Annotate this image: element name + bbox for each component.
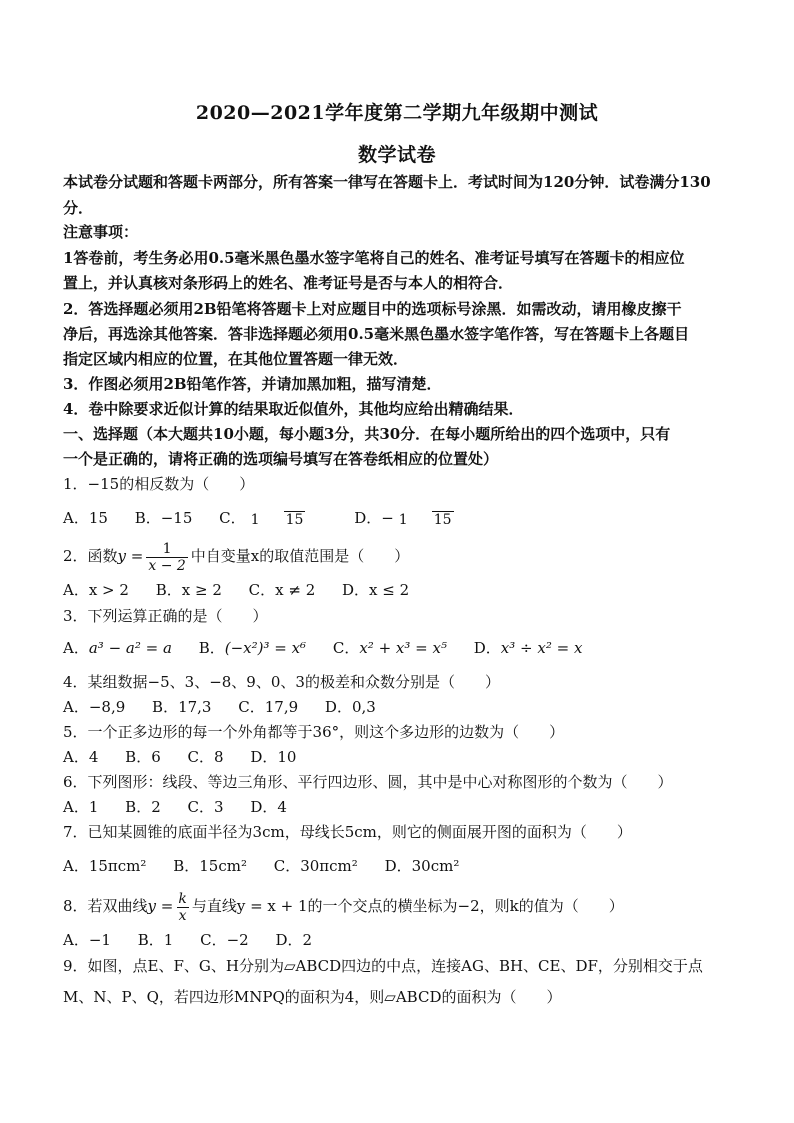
q2-option-c: C．x ≠ 2 <box>248 581 316 599</box>
exam-subtitle: 数学试卷 <box>357 144 436 166</box>
note-2b: 净后，再选涂其他答案．答非选择题必须用0.5毫米黑色墨水签字笔作答，写在答题卡上各题目 <box>63 325 690 343</box>
q1-option-a: A．15 <box>63 509 108 527</box>
section-1-line-1: 一、选择题（本大题共10小题，每小题3分，共30分．在每小题所给出的四个选项中，只有 <box>63 425 671 443</box>
q8-option-a: A．−1 <box>63 931 111 949</box>
q2-stem <box>63 538 409 574</box>
q3-option-c-label: C． <box>332 639 360 657</box>
note-2a: 2．答选择题必须用2B铅笔将答题卡上对应题目中的选项标号涂黑．如需改动，请用橡皮擦干 <box>63 300 682 318</box>
q8-option-c: C．−2 <box>200 931 249 949</box>
q1-option-d-numerator: 1 <box>398 511 408 528</box>
q7-stem: 7．已知某圆锥的底面半径为3cm，母线长5cm，则它的侧面展开图的面积为（ ） <box>63 823 632 841</box>
note-4: 4．卷中除要求近似计算的结果取近似值外，其他均应给出精确结果． <box>63 400 524 418</box>
q5-option-a: A．4 <box>63 748 99 766</box>
q2-numerator: 1 <box>162 540 172 557</box>
q8-y-eq: y = <box>147 897 174 915</box>
q4-option-d: D．0,3 <box>324 698 376 716</box>
q1-option-d <box>354 500 475 536</box>
q2-fraction <box>146 541 187 574</box>
q1-option-d-denominator: 15 <box>433 511 452 528</box>
q4-option-b: B．17,3 <box>152 698 212 716</box>
q8-option-b: B．1 <box>137 931 174 949</box>
q2-option-d: D．x ≤ 2 <box>342 581 410 599</box>
q8-pre: 8．若双曲线 <box>63 897 148 915</box>
q8-post: 与直线y = x + 1的一个交点的横坐标为−2，则k的值为（ ） <box>191 897 624 915</box>
q3-options <box>63 638 604 658</box>
q1-stem: 1．−15的相反数为（ ） <box>63 475 255 493</box>
q3-option-a <box>63 638 172 658</box>
q5-stem: 5．一个正多边形的每一个外角都等于36°，则这个多边形的边数为（ ） <box>63 723 565 741</box>
q9-line-1: 9．如图，点E、F、G、H分别为▱ABCD四边的中点，连接AG、BH、CE、DF，分别相交于点 <box>63 957 703 975</box>
notes-heading: 注意事项： <box>63 223 139 241</box>
q3-option-b-label: B． <box>198 639 225 657</box>
q7-option-b: B．15cm² <box>173 857 247 875</box>
q1-option-d-fraction <box>397 511 476 528</box>
q4-options <box>63 697 398 717</box>
q5-options <box>63 747 318 767</box>
q7-option-c: C．30πcm² <box>273 857 358 875</box>
q4-option-a: A．−8,9 <box>63 698 126 716</box>
q8-numerator: k <box>178 890 187 907</box>
q3-option-b-expr: (−x²)³ = x⁶ <box>224 639 307 657</box>
section-1-line-2: 一个是正确的，请将正确的选项编号填写在答卷纸相应的位置处） <box>63 450 499 468</box>
q2-option-a: A．x > 2 <box>63 581 129 599</box>
q6-option-c: C．3 <box>187 798 224 816</box>
note-1a: 1答卷前，考生务必用0.5毫米黑色墨水签字笔将自己的姓名、准考证号填写在答题卡的相应位 <box>63 249 685 267</box>
q1-option-c-fraction <box>249 511 328 528</box>
q2-options <box>63 580 431 600</box>
q1-option-d-label: D．− <box>354 509 394 527</box>
q8-options <box>63 930 334 950</box>
q2-pre: 2．函数 <box>63 547 118 565</box>
q5-option-c: C．8 <box>187 748 224 766</box>
q3-option-c <box>333 638 447 658</box>
q1-option-c-label: C． <box>219 509 246 527</box>
q4-stem: 4．某组数据−5、3、−8、9、0、3的极差和众数分别是（ ） <box>63 673 500 691</box>
q1-options <box>63 500 498 536</box>
note-3: 3．作图必须用2B铅笔作答，并请加黑加粗，描写清楚． <box>63 375 442 393</box>
q2-post: 中自变量x的取值范围是（ ） <box>190 547 410 565</box>
q1-option-c <box>219 500 327 536</box>
q1-option-b: B．−15 <box>134 509 193 527</box>
intro-line-2: 分． <box>63 199 94 217</box>
q6-option-d: D．4 <box>250 798 287 816</box>
q7-option-d: D．30cm² <box>384 857 460 875</box>
q3-option-d-expr: x³ ÷ x² = x <box>500 639 583 657</box>
q1-option-c-denominator: 15 <box>285 511 304 528</box>
q3-option-d-label: D． <box>473 639 501 657</box>
q3-option-d <box>474 638 583 658</box>
q8-fraction <box>176 891 188 924</box>
q2-option-b: B．x ≥ 2 <box>155 581 222 599</box>
q5-option-d: D．10 <box>250 748 297 766</box>
q8-stem <box>63 888 624 924</box>
q8-option-d: D．2 <box>275 931 313 949</box>
q4-option-c: C．17,9 <box>238 698 299 716</box>
exam-title: 2020—2021学年度第二学期九年级期中测试 <box>195 102 599 124</box>
q3-option-a-expr: a³ − a² = a <box>88 639 172 657</box>
q6-option-a: A．1 <box>63 798 99 816</box>
q1-option-c-numerator: 1 <box>250 511 260 528</box>
q3-option-c-expr: x² + x³ = x⁵ <box>359 639 447 657</box>
q2-y-eq: y = <box>117 547 144 565</box>
note-1b: 置上，并认真核对条形码上的姓名、准考证号是否与本人的相符合． <box>63 274 514 292</box>
intro-line-1: 本试卷分试题和答题卡两部分，所有答案一律写在答题卡上．考试时间为120分钟．试卷满分130 <box>63 173 711 191</box>
q7-option-a: A．15πcm² <box>63 857 147 875</box>
q6-stem: 6．下列图形：线段、等边三角形、平行四边形、圆，其中是中心对称图形的个数为（ ） <box>63 773 673 791</box>
q3-option-a-label: A． <box>63 639 89 657</box>
q6-option-b: B．2 <box>125 798 161 816</box>
q9-line-2: M、N、P、Q，若四边形MNPQ的面积为4，则▱ABCD的面积为（ ） <box>63 988 562 1006</box>
q2-denominator: x − 2 <box>148 557 186 574</box>
q5-option-b: B．6 <box>125 748 161 766</box>
note-2c: 指定区域内相应的位置，在其他位置答题一律无效． <box>63 350 409 368</box>
q7-options <box>63 856 481 876</box>
q6-options <box>63 797 309 817</box>
q8-denominator: x <box>178 907 187 924</box>
q3-stem: 3．下列运算正确的是（ ） <box>63 607 268 625</box>
q3-option-b <box>199 638 306 658</box>
